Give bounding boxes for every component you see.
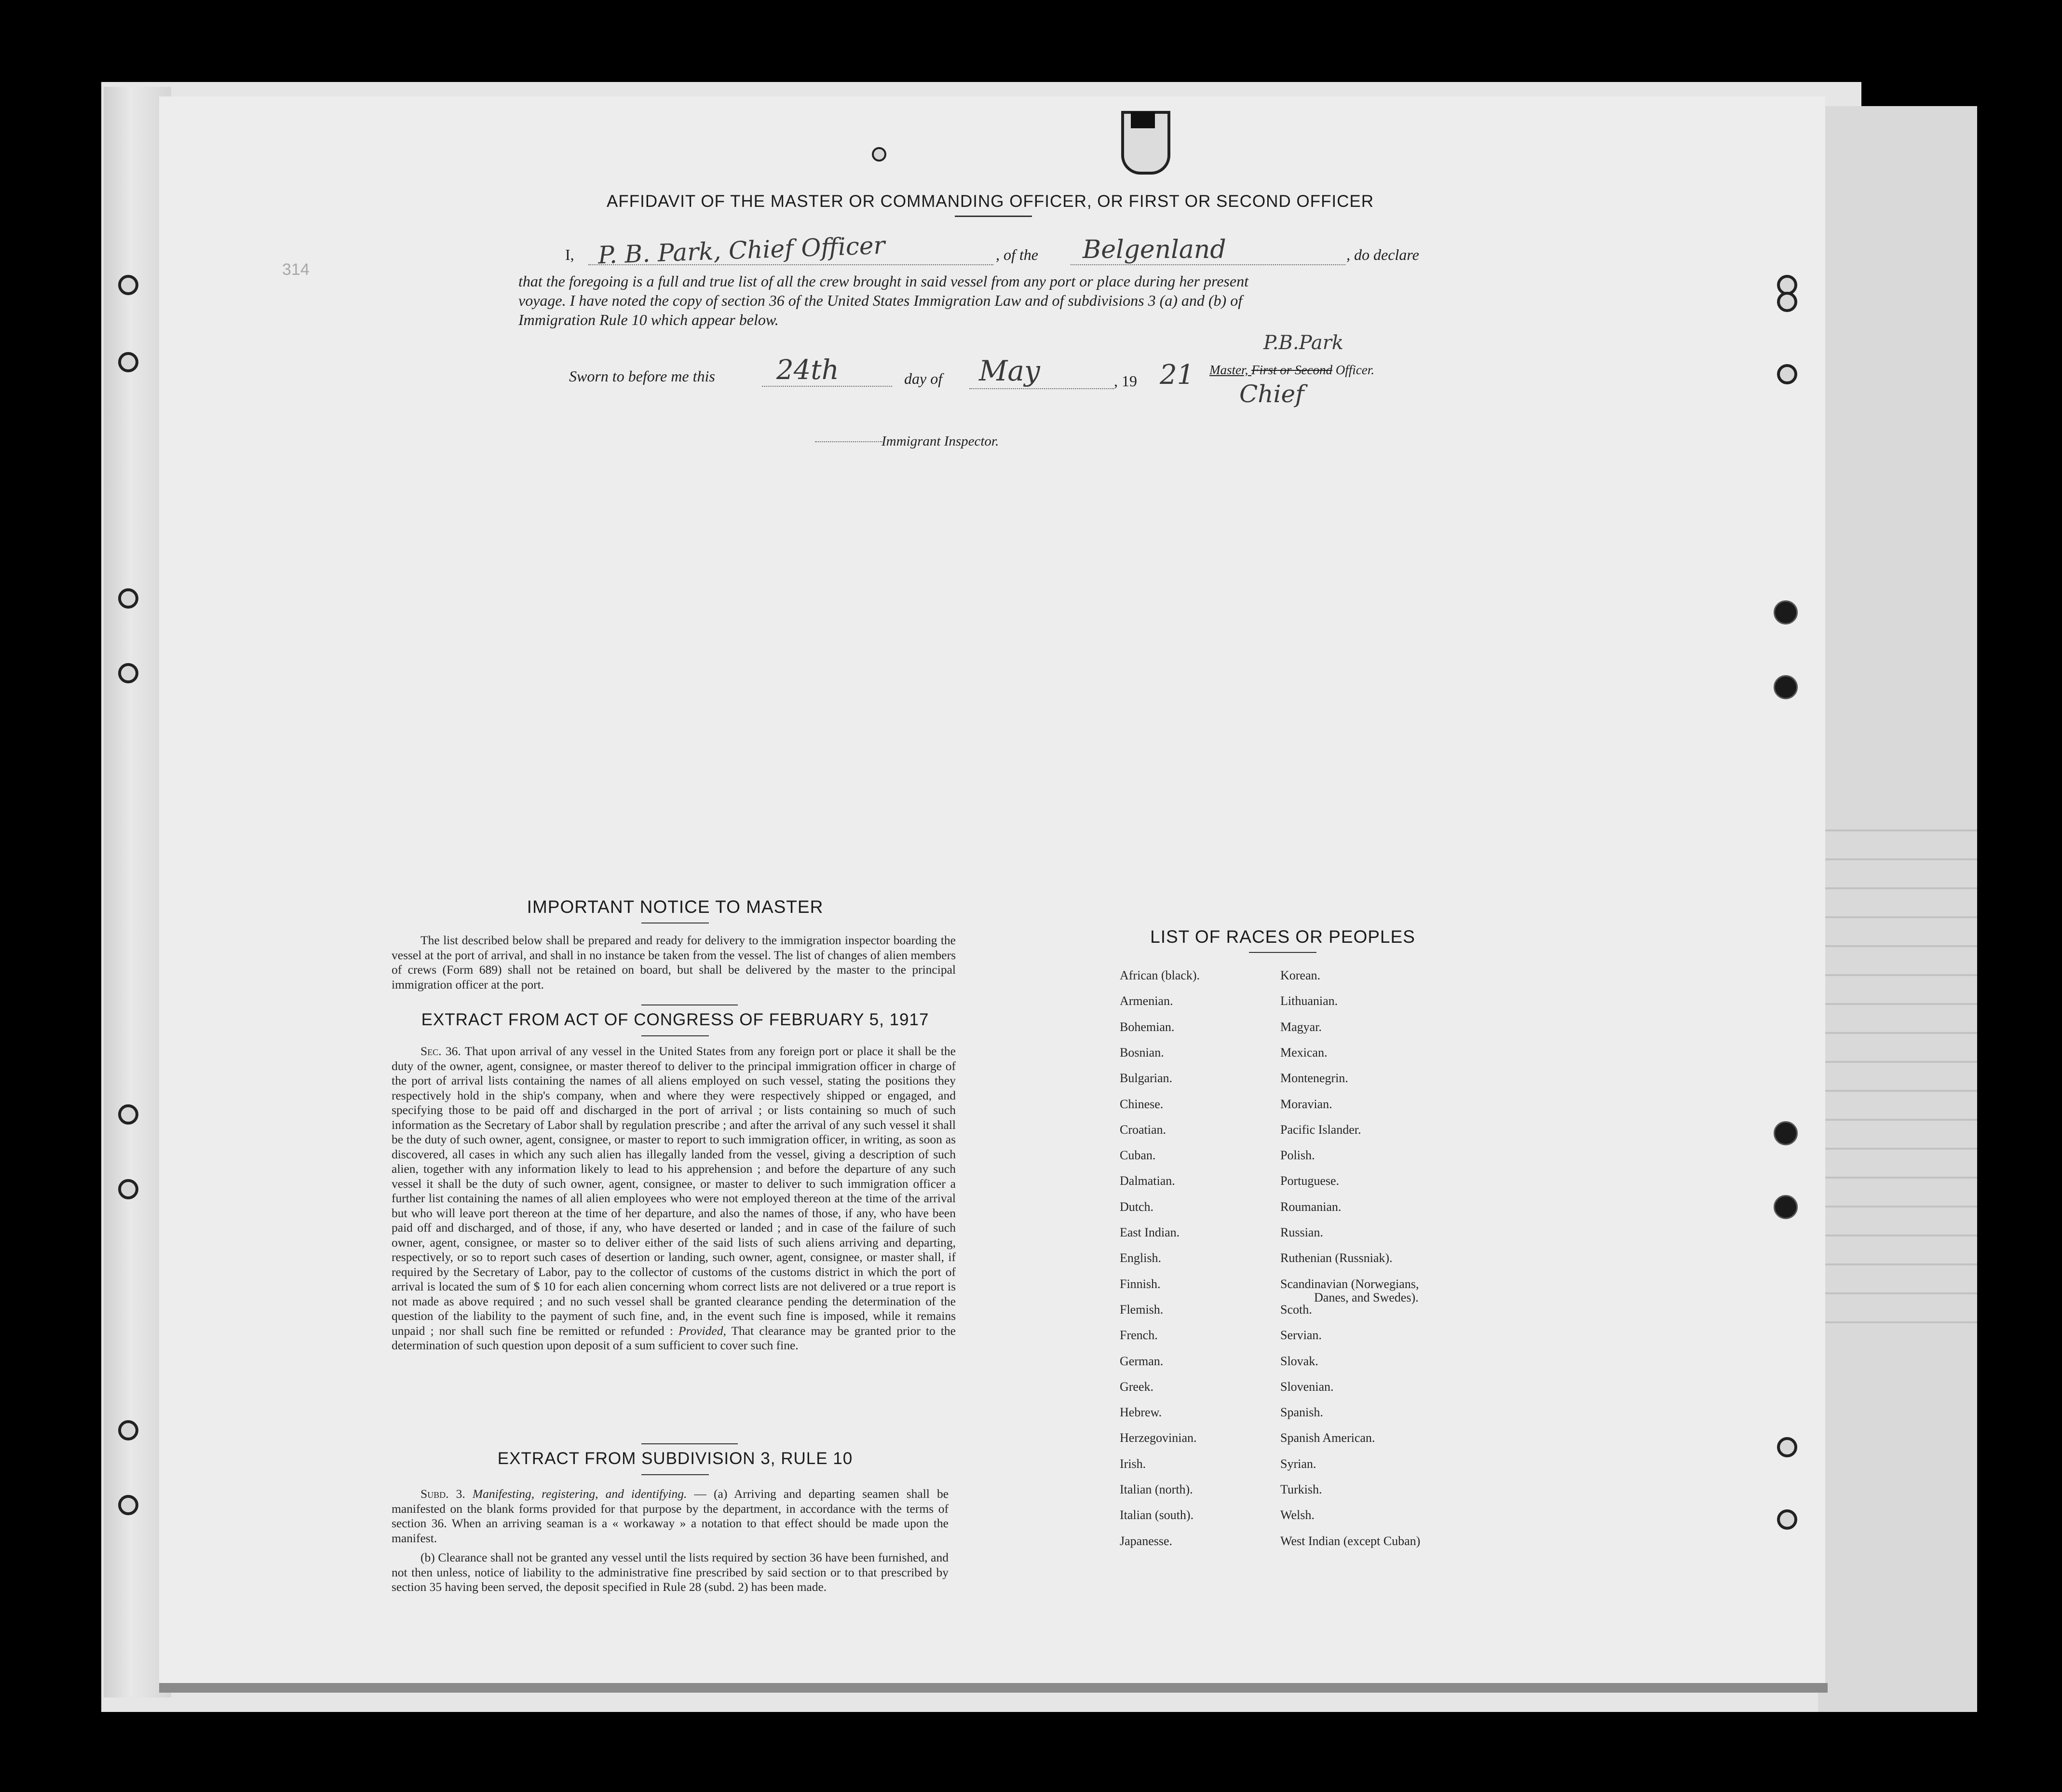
race-item-right: Welsh.	[1280, 1508, 1315, 1522]
race-item-left: Dutch.	[1120, 1199, 1154, 1214]
race-item-left: Armenian.	[1120, 994, 1173, 1008]
binding-hole	[1777, 1509, 1797, 1530]
month-blank-line	[969, 388, 1114, 389]
race-item-left: Chinese.	[1120, 1097, 1164, 1111]
binding-hole	[118, 1495, 138, 1515]
race-item-right: Portuguese.	[1280, 1174, 1340, 1188]
race-item-right: Moravian.	[1280, 1097, 1332, 1111]
handwritten-month: May	[979, 354, 1040, 387]
race-item-left: Bohemian.	[1120, 1019, 1175, 1034]
race-item-left: Bosnian.	[1120, 1045, 1164, 1059]
race-item-right: Pacific Islander.	[1280, 1122, 1361, 1137]
race-item-right: Montenegrin.	[1280, 1071, 1348, 1086]
handwritten-vessel-name: Belgenland	[1083, 235, 1226, 264]
race-item-right: Korean.	[1280, 968, 1321, 982]
race-item-left: East Indian.	[1120, 1225, 1180, 1239]
race-item-left: English.	[1120, 1251, 1161, 1265]
binding-hole	[1777, 292, 1797, 312]
race-item-left: Dalmatian.	[1120, 1174, 1175, 1188]
race-item-right: Spanish American.	[1280, 1431, 1375, 1445]
rule-para-a: — (a) Arriving and departing seamen shall be manifested on the blank forms provided for that purpose by the department, in accordance with the terms of section 36. When an arriving seaman is a « workaway » a notation to that effect should be made upon the manifest.	[392, 1487, 949, 1545]
binding-hole	[118, 663, 138, 683]
binding-hole	[118, 1420, 138, 1440]
title-underline	[955, 216, 1032, 217]
race-item-right: Polish.	[1280, 1148, 1315, 1163]
race-item-right: Slovenian.	[1280, 1379, 1334, 1394]
race-item-right: Servian.	[1280, 1328, 1322, 1343]
race-item-right: Ruthenian (Russniak).	[1280, 1251, 1393, 1265]
binding-hole	[1777, 364, 1797, 384]
officer-title-first: First or	[1251, 363, 1295, 377]
race-item-left: Greek.	[1120, 1379, 1154, 1394]
act-body: That upon arrival of any vessel in the United States from any foreign port or place it shall be the duty of the owner, agent, consignee, or master thereof to deliver to the principal immigration officer in charge of the port of arrival lists containing the names of all aliens employed on such vessel, stating the positions they respectively hold in the ship's company, when and where they were respectively shipped or engaged, and specifying those to be paid off and discharged in the port of arrival ; or lists containing so much of such information as the Secretary of Labor shall by regulation prescribe ; and after the arrival of any such vessel it shall be the duty of such owner, agent, consignee, or master to report to such immigration officer, in writing, as soon as discovered, all cases in which any such alien has illegally landed from the vessel, giving a description of such alien, together with any information likely to lead to his apprehension ; and before the departure of any such vessel it shall be the duty of such owner, agent, consignee, or master to deliver to such immigration officer a further list containing the names of all alien employees who were not employed thereon at the time of the arrival but who will leave port thereon at the time of her departure, and also the names of those, if any, who have been paid off and discharged, and of those, if any, who have deserted or landed ; and in case of the failure of such owner, agent, consignee, or master so to deliver either of the said lists of such aliens arriving and departing, respectively, or so to report such cases of desertion or landing, such owner, agent, consignee, or master shall, if required by the Secretary of Labor, pay to the collector of customs of the customs district in which the port of arrival is located the sum of $ 10 for each alien concerning whom correct lists are not delivered or a true report is not made as above required ; and no such vessel shall be granted clearance pending the determination of the question of the liability to the payment of such fine, and, in the event such fine is imposed, while it remains unpaid ; nor shall such fine be remitted or refunded :	[392, 1044, 956, 1338]
officer-title-master: Master,	[1209, 363, 1251, 377]
act-title-rule	[641, 1035, 709, 1036]
races-title-rule	[1249, 952, 1316, 953]
affidavit-line1-middle: , of the	[996, 246, 1038, 263]
race-item-right: West Indian (except Cuban)	[1280, 1534, 1421, 1548]
act-extract-title: EXTRACT FROM ACT OF CONGRESS OF FEBRUARY 5, 1917	[421, 1010, 929, 1029]
race-item-right: Scoth.	[1280, 1302, 1312, 1317]
race-item-left: French.	[1120, 1328, 1158, 1343]
race-item-right: Mexican.	[1280, 1045, 1328, 1059]
race-item-left: Finnish.	[1120, 1276, 1161, 1291]
act-provided: Provided,	[678, 1323, 726, 1338]
affidavit-title: AFFIDAVIT OF THE MASTER OR COMMANDING OFFICER, OR FIRST OR SECOND OFFICER	[607, 192, 1374, 211]
race-item-left: German.	[1120, 1354, 1164, 1368]
year-prefix: , 19	[1114, 372, 1137, 390]
race-item-left: Bulgarian.	[1120, 1071, 1173, 1086]
binding-hole	[118, 1179, 138, 1199]
handwritten-chief: Chief	[1239, 380, 1304, 408]
officer-title	[1209, 363, 1374, 378]
race-item-right: Turkish.	[1280, 1482, 1322, 1496]
race-item-left: Flemish.	[1120, 1302, 1164, 1317]
day-of-label: day of	[904, 370, 943, 387]
race-item-left: African (black).	[1120, 968, 1200, 982]
race-item-right: Spanish.	[1280, 1405, 1323, 1420]
binding-hole	[1774, 1195, 1798, 1219]
race-item-right: Syrian.	[1280, 1456, 1316, 1471]
act-body-end: That clearance may be granted prior to the determination of such question upon deposit of a sum sufficient to cover such fine.	[392, 1323, 956, 1352]
race-item-left: Cuban.	[1120, 1148, 1156, 1163]
handwritten-day: 24th	[776, 354, 839, 386]
binder-clip-top	[1131, 112, 1155, 128]
race-item-left: Irish.	[1120, 1456, 1146, 1471]
notice-text: The list described below shall be prepared and ready for delivery to the immigration inspector boarding the vessel at the port of arrival, and shall in no instance be taken from the vessel. The list of changes of alien members of crews (Form 689) shall not be retained on board, but shall be delivered by the master to the principal immigration officer at the port.	[392, 933, 956, 991]
rule-subd-paragraph-a	[392, 1487, 949, 1546]
affidavit-line1-suffix: , do declare	[1346, 246, 1419, 263]
race-item-left: Herzegovinian.	[1120, 1431, 1197, 1445]
affidavit-statement-line4: Immigration Rule 10 which appear below.	[518, 311, 779, 328]
rule-subd-paragraph-b: (b) Clearance shall not be granted any vessel until the lists required by section 36 have been furnished, and not then unless, notice of liability to the administrative fine prescribed by said section or to that prescribed by section 35 having been served, the deposit specified in Rule 28 (subd. 2) has been made.	[392, 1550, 949, 1594]
act-sec-label: Sec. 36.	[421, 1044, 461, 1058]
binding-hole	[118, 275, 138, 295]
race-item-right: Slovak.	[1280, 1354, 1318, 1368]
binding-hole	[118, 352, 138, 372]
inspector-blank-line	[815, 441, 882, 442]
officer-title-officer: Officer.	[1332, 363, 1374, 377]
officer-title-second: Second	[1295, 363, 1332, 377]
race-item-right: Scandinavian (Norwegians,	[1280, 1276, 1419, 1291]
inspector-label: Immigrant Inspector.	[882, 434, 999, 449]
vessel-blank-line	[1071, 264, 1345, 265]
document-page	[159, 96, 1825, 1683]
handwritten-officer-name: P. B. Park, Chief Officer	[597, 231, 886, 270]
affidavit-line1-prefix: I,	[565, 246, 574, 263]
race-item-left: Hebrew.	[1120, 1405, 1162, 1420]
race-item-left: Italian (south).	[1120, 1508, 1194, 1522]
race-item-right: Danes, and Swedes).	[1314, 1290, 1419, 1304]
race-item-right: Russian.	[1280, 1225, 1323, 1239]
act-divider	[641, 1443, 738, 1444]
races-title: LIST OF RACES OR PEOPLES	[1150, 927, 1415, 947]
binding-hole	[1774, 675, 1798, 699]
name-blank-line	[588, 264, 993, 265]
race-item-left: Italian (north).	[1120, 1482, 1193, 1496]
race-item-left: Japanesse.	[1120, 1534, 1173, 1548]
race-item-left: Croatian.	[1120, 1122, 1167, 1137]
margin-stamp-number: 314	[282, 260, 310, 279]
race-item-right: Lithuanian.	[1280, 994, 1338, 1008]
day-blank-line	[762, 386, 892, 387]
sworn-prefix: Sworn to before me this	[569, 367, 715, 385]
underlying-sheet-right	[1818, 106, 1977, 1712]
binding-hole	[118, 1104, 138, 1125]
rule-title-rule	[641, 1474, 709, 1475]
binding-hole	[118, 588, 138, 609]
handwritten-signature: P.B.Park	[1263, 332, 1343, 354]
binding-hole	[872, 147, 886, 162]
binding-hole	[1774, 600, 1798, 624]
rule-subd-label: Subd. 3.	[421, 1487, 465, 1501]
binding-hole	[1774, 1121, 1798, 1145]
race-item-right: Roumanian.	[1280, 1199, 1342, 1214]
rule-subd-italic: Manifesting, registering, and identifying.	[472, 1487, 687, 1501]
affidavit-statement-line2: that the foregoing is a full and true list of all the crew brought in said vessel from any port or place during her present	[518, 272, 1248, 290]
binding-hole	[1777, 1437, 1797, 1457]
race-item-right: Magyar.	[1280, 1019, 1322, 1034]
act-extract-text	[392, 1044, 956, 1353]
page-edge-shadow	[159, 1683, 1828, 1693]
affidavit-statement-line3: voyage. I have noted the copy of section 36 of the United States Immigration Law and of subdivisions 3 (a) and (b) of	[518, 292, 1243, 309]
rule-extract-title: EXTRACT FROM SUBDIVISION 3, RULE 10	[497, 1449, 853, 1468]
notice-title: IMPORTANT NOTICE TO MASTER	[527, 897, 824, 917]
handwritten-year: 21	[1160, 359, 1194, 391]
